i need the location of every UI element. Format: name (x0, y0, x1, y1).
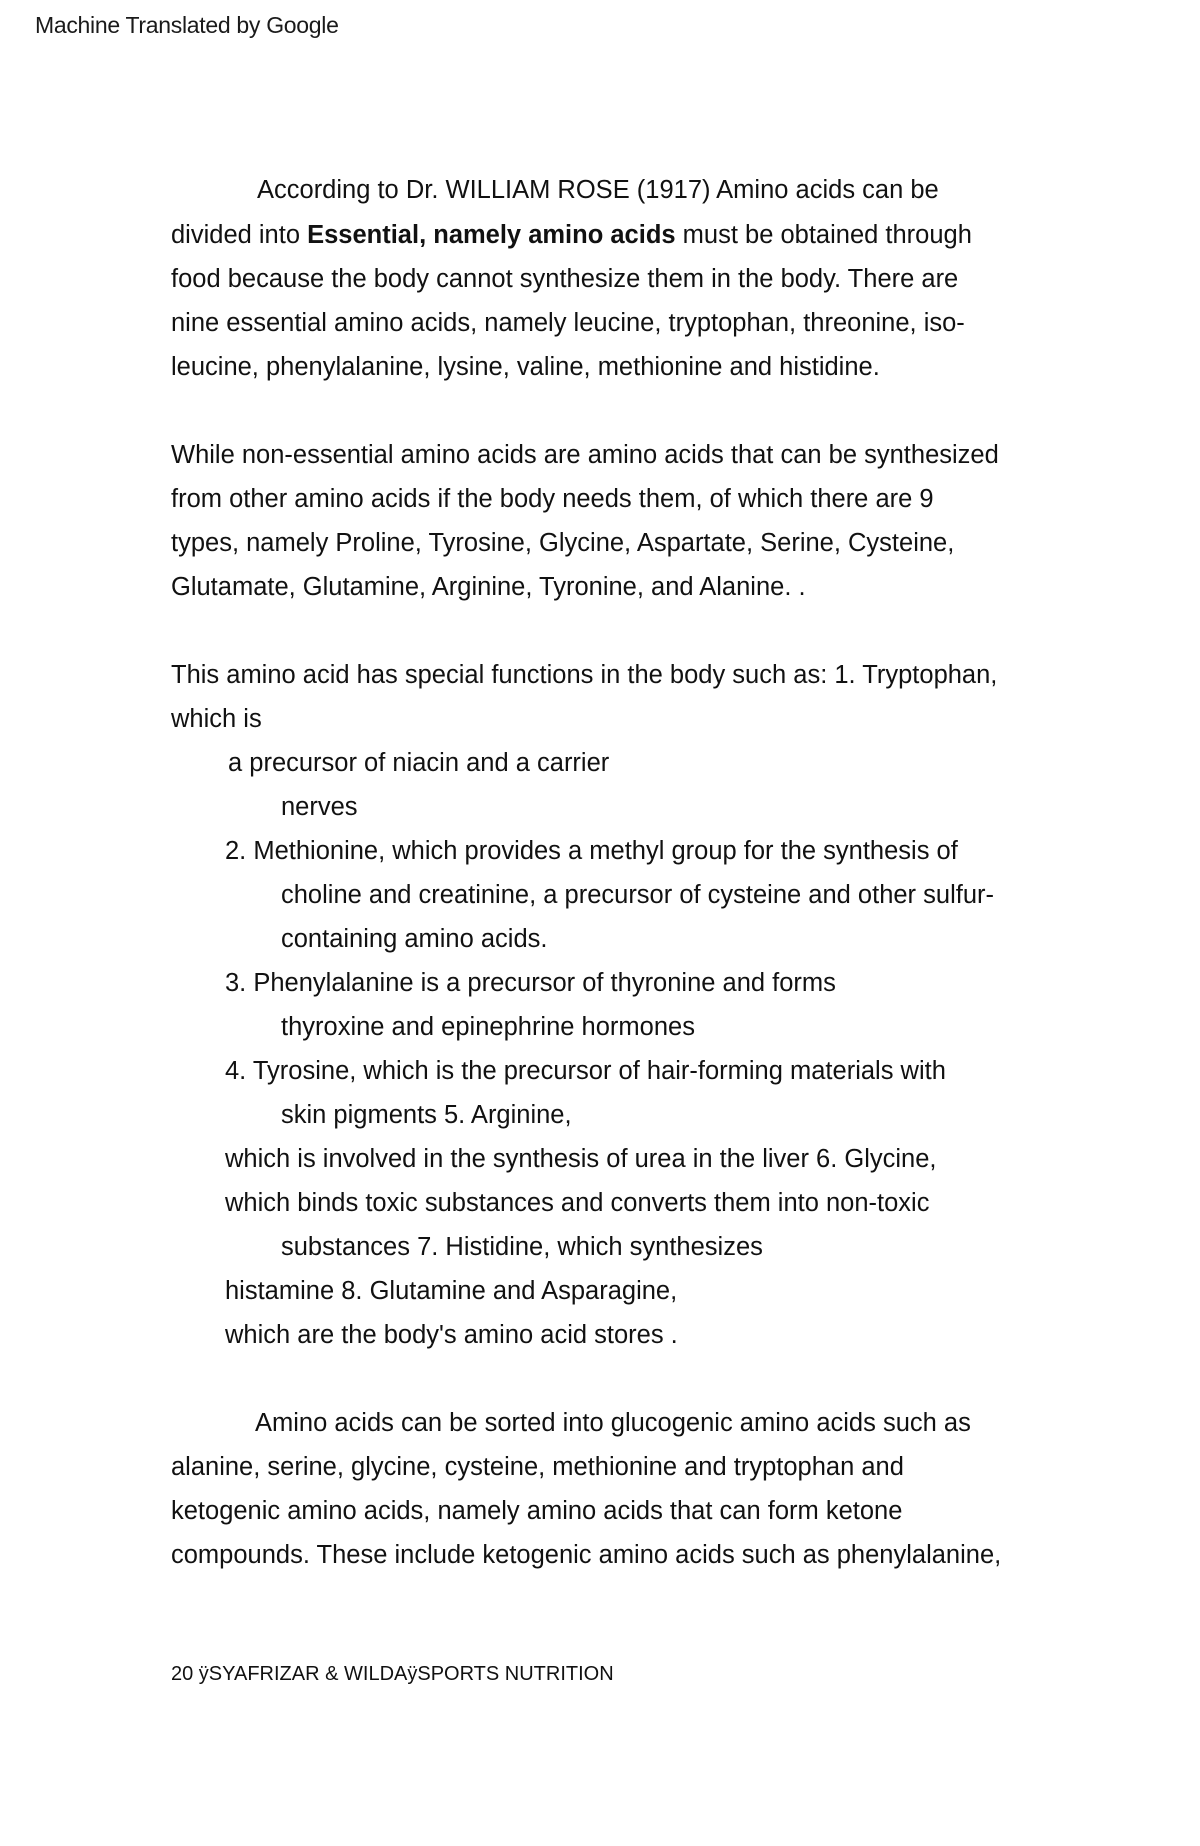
text-line: substances 7. Histidine, which synthesizes (281, 1233, 763, 1261)
list-item: 4. Tyrosine, which is the precursor of hair-forming materials with (225, 1057, 946, 1085)
page-footer: 20 ÿSYAFRIZAR & WILDAÿSPORTS NUTRITION (171, 1663, 614, 1685)
text-line: leucine, phenylalanine, lysine, valine, methionine and histidine. (171, 353, 880, 381)
text-line: Amino acids can be sorted into glucogenic amino acids such as (255, 1409, 971, 1437)
text-line: a precursor of niacin and a carrier (228, 749, 610, 777)
text-line: choline and creatinine, a precursor of cysteine and other sulfur- (281, 881, 994, 909)
text-line: which is involved in the synthesis of urea in the liver 6. Glycine, (225, 1145, 937, 1173)
list-item: 3. Phenylalanine is a precursor of thyronine and forms (225, 969, 836, 997)
text-line: food because the body cannot synthesize them in the body. There are (171, 265, 959, 293)
text-line: Glutamate, Glutamine, Arginine, Tyronine, and Alanine. . (171, 573, 806, 601)
text-line: ketogenic amino acids, namely amino acids that can form ketone (171, 1497, 903, 1525)
text-line: thyroxine and epinephrine hormones (281, 1013, 695, 1041)
text-line: which is (171, 705, 262, 733)
text-line: nine essential amino acids, namely leucine, tryptophan, threonine, iso- (171, 309, 965, 337)
text-line: which are the body's amino acid stores . (225, 1321, 678, 1349)
bold-term: Essential, namely amino acids (307, 221, 676, 249)
text-line: alanine, serine, glycine, cysteine, methionine and tryptophan and (171, 1453, 904, 1481)
text-line: skin pigments 5. Arginine, (281, 1101, 572, 1129)
text-line: which binds toxic substances and converts them into non-toxic (225, 1189, 930, 1217)
list-item: 2. Methionine, which provides a methyl group for the synthesis of (225, 837, 958, 865)
text-line (171, 220, 972, 250)
text-run: must be obtained through (675, 221, 972, 249)
text-line: nerves (281, 793, 358, 821)
machine-translation-watermark: Machine Translated by Google (35, 12, 339, 38)
text-line: containing amino acids. (281, 925, 548, 953)
text-line: from other amino acids if the body needs them, of which there are 9 (171, 485, 934, 513)
text-line: compounds. These include ketogenic amino acids such as phenylalanine, (171, 1541, 1002, 1569)
text-line: According to Dr. WILLIAM ROSE (1917) Amino acids can be (257, 176, 939, 204)
text-line: types, namely Proline, Tyrosine, Glycine, Aspartate, Serine, Cysteine, (171, 529, 955, 557)
text-run: divided into (171, 221, 308, 249)
text-line: This amino acid has special functions in the body such as: 1. Tryptophan, (171, 661, 998, 689)
text-line: While non-essential amino acids are amino acids that can be synthesized (171, 441, 999, 469)
text-line: histamine 8. Glutamine and Asparagine, (225, 1277, 678, 1305)
